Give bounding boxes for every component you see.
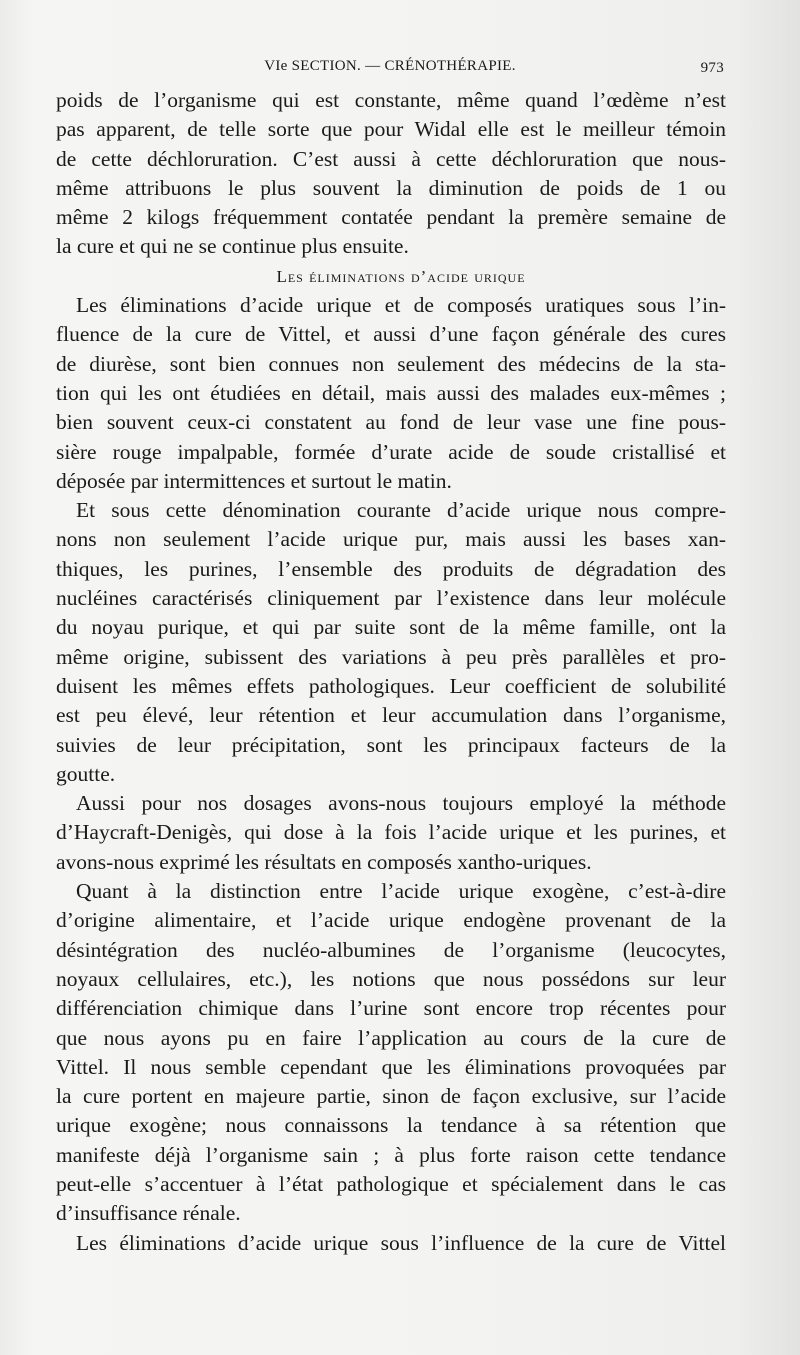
section-title: VIe SECTION. — CRÉNOTHÉRAPIE. <box>264 58 516 74</box>
text-line: manifeste déjà l’organisme sain ; à plus forte raison cette tendance <box>56 1142 726 1167</box>
text-line: thiques, les purines, l’ensemble des produits de dégradation des <box>56 556 726 581</box>
text-line: sière rouge impalpable, formée d’urate acide de soude cristallisé et <box>56 439 726 464</box>
text-line: Les éliminations d’acide urique sous l’influence de la cure de Vittel <box>76 1230 726 1255</box>
text-line: différenciation chimique dans l’urine sont encore trop récentes pour <box>56 996 726 1021</box>
text-line: peut-elle s’accentuer à l’état pathologique et spécialement dans le cas <box>56 1171 726 1196</box>
body-text <box>56 86 726 1258</box>
text-line: Vittel. Il nous semble cependant que les éliminations provoquées par <box>56 1054 726 1079</box>
text-line: désintégration des nucléo-albumines de l’organisme (leucocytes, <box>56 937 726 962</box>
text-line: Et sous cette dénomination courante d’acide urique nous compre- <box>76 498 726 523</box>
text-line: fluence de la cure de Vittel, et aussi d’une façon générale des cures <box>56 322 726 347</box>
text-line: même attribuons le plus souvent la diminution de poids de 1 ou <box>56 175 726 200</box>
text-line: urique exogène; nous connaissons la tendance à sa rétention que <box>56 1113 726 1138</box>
text-line: goutte. <box>56 761 116 786</box>
text-line: la cure portent en majeure partie, sinon de façon exclusive, sur l’acide <box>56 1084 726 1109</box>
text-line: même origine, subissent des variations à peu près parallèles et pro- <box>56 644 726 669</box>
text-line: noyaux cellulaires, etc.), les notions que nous possédons sur leur <box>56 966 726 991</box>
text-line: bien souvent ceux-ci constatent au fond de leur vase une fine pous- <box>56 410 726 435</box>
text-line: duisent les mêmes effets pathologiques. Leur coefficient de solubilité <box>56 673 726 698</box>
text-line: avons-nous exprimé les résultats en composés xantho-uriques. <box>56 849 592 874</box>
text-line: nucléines caractérisés cliniquement par l’existence dans leur molécule <box>56 586 726 611</box>
section-heading: Les éliminations d’acide urique <box>276 266 526 286</box>
running-head <box>56 58 724 82</box>
text-line: d’insuffisance rénale. <box>56 1201 241 1226</box>
text-line: tion qui les ont étudiées en détail, mais aussi des malades eux-mêmes ; <box>56 380 726 405</box>
text-line: de cette déchloruration. C’est aussi à cette déchloruration que nous- <box>56 146 726 171</box>
text-line: la cure et qui ne se continue plus ensuite. <box>56 234 409 259</box>
text-line: suivies de leur précipitation, sont les principaux facteurs de la <box>56 732 726 757</box>
text-line: déposée par intermittences et surtout le matin. <box>56 468 452 493</box>
page-number: 973 <box>700 60 724 76</box>
text-line: pas apparent, de telle sorte que pour Widal elle est le meilleur témoin <box>56 117 726 142</box>
text-line: Quant à la distinction entre l’acide urique exogène, c’est-à-dire <box>76 879 726 904</box>
text-line: même 2 kilogs fréquemment contatée pendant la premère semaine de <box>56 205 726 230</box>
text-line: Aussi pour nos dosages avons-nous toujours employé la méthode <box>76 791 726 816</box>
text-line: de diurèse, sont bien connues non seulement des médecins de la sta- <box>56 351 726 376</box>
text-line: que nous ayons pu en faire l’application au cours de la cure de <box>56 1025 726 1050</box>
text-line: est peu élevé, leur rétention et leur accumulation dans l’organisme, <box>56 703 726 728</box>
text-line: poids de l’organisme qui est constante, même quand l’œdème n’est <box>56 88 726 112</box>
text-line: d’Haycraft-Denigès, qui dose à la fois l’acide urique et les purines, et <box>56 820 726 845</box>
text-line: Les éliminations d’acide urique et de composés uratiques sous l’in- <box>76 293 726 318</box>
text-line: du noyau purique, et qui par suite sont de la même famille, ont la <box>56 615 726 640</box>
text-line: d’origine alimentaire, et l’acide urique endogène provenant de la <box>56 908 726 933</box>
text-line: nons non seulement l’acide urique pur, mais aussi les bases xan- <box>56 527 726 552</box>
